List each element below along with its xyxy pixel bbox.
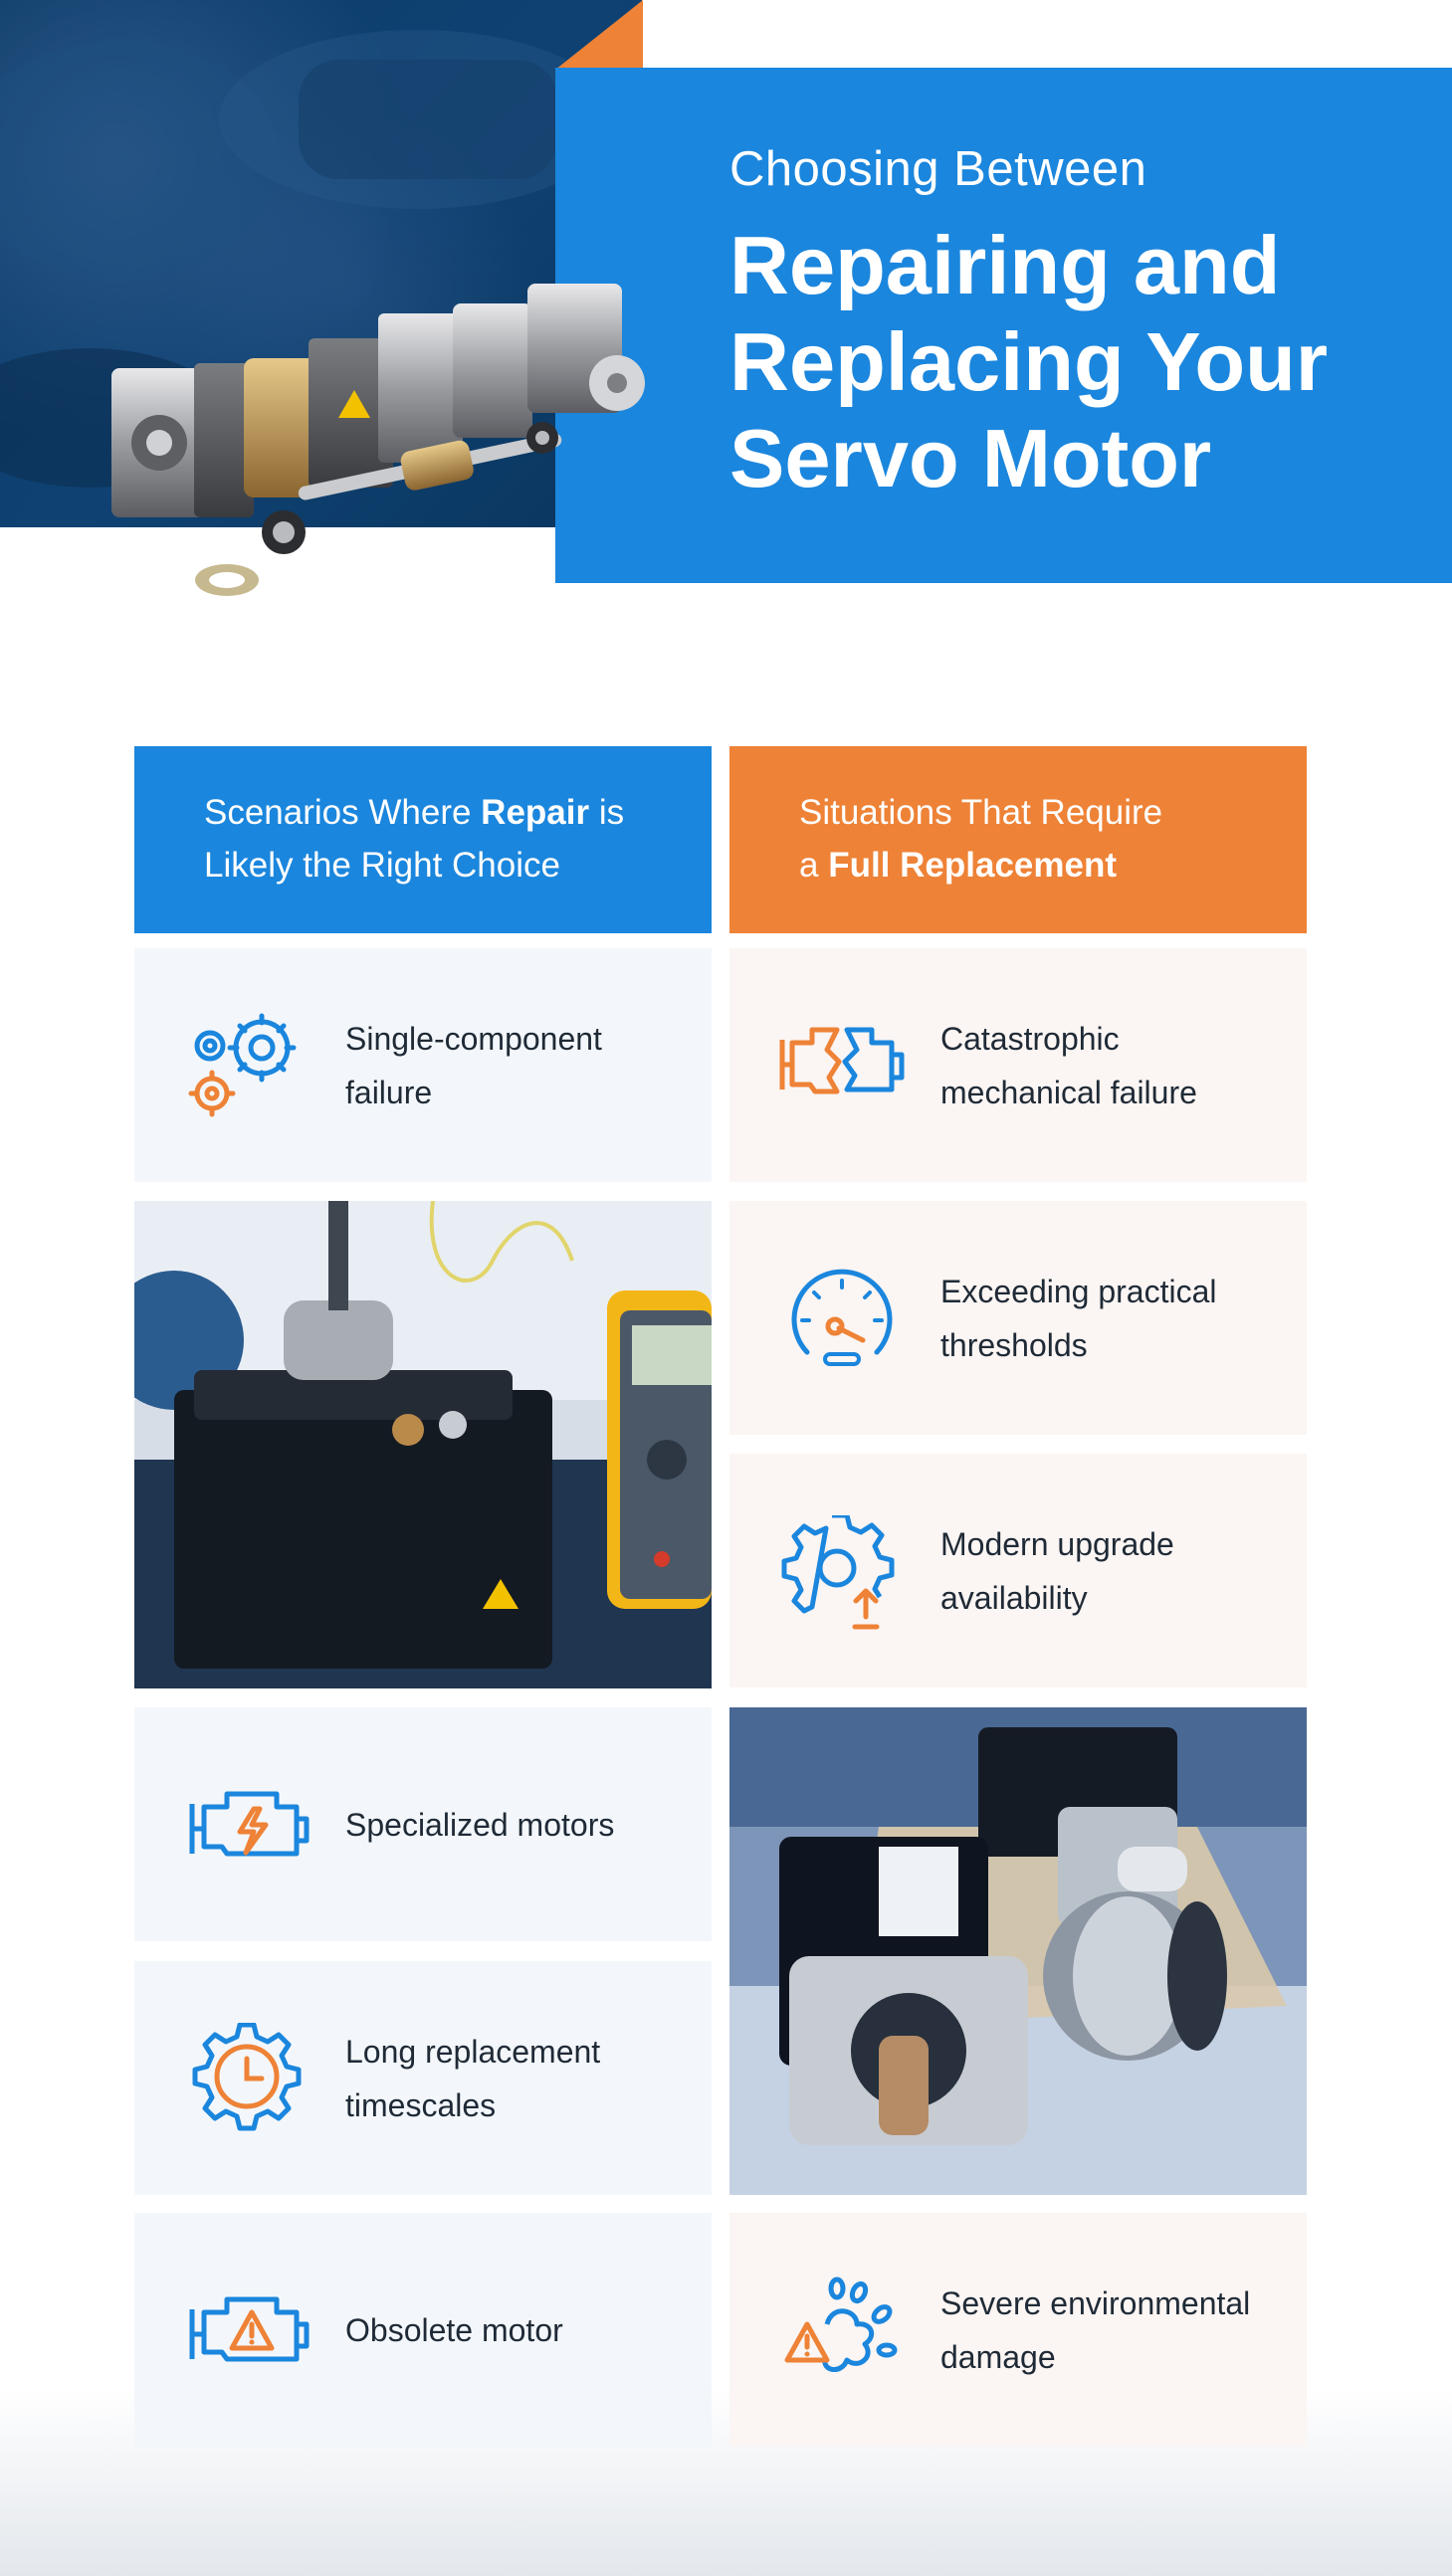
repair-heading-line1 <box>204 786 712 839</box>
replace-card-practical-thresholds <box>729 1201 1307 1435</box>
gear-clock-icon <box>182 2023 311 2137</box>
repair-heading-line2: Likely the Right Choice <box>204 846 560 885</box>
repair-column-heading <box>134 746 712 933</box>
replace-card-catastrophic-failure <box>729 948 1307 1182</box>
gears-icon <box>182 1010 311 1124</box>
broken-motor-icon <box>777 1010 907 1124</box>
replace-heading-line1: Situations That Require <box>799 793 1163 832</box>
card-label: Long replacement timescales <box>345 2033 601 2123</box>
card-label: Modern upgrade availability <box>940 1525 1174 1616</box>
gauge-icon <box>777 1263 907 1377</box>
splash-warning-icon <box>777 2275 907 2389</box>
heading-emphasis: Repair <box>481 793 590 832</box>
repair-card-long-timescales <box>134 1961 712 2195</box>
motor-lightning-icon <box>182 1769 311 1883</box>
heading-text: Scenarios Where <box>204 793 482 832</box>
replace-column-heading <box>729 746 1307 933</box>
replace-card-modern-upgrade <box>729 1454 1307 1687</box>
card-label: Severe environmental damage <box>940 2284 1251 2375</box>
card-label: Single-component failure <box>345 1020 602 1110</box>
repair-bench-photo <box>134 1201 712 1688</box>
card-label: Specialized motors <box>345 1806 615 1843</box>
title-line: Repairing and <box>729 219 1281 311</box>
page-title <box>729 217 1426 506</box>
repair-card-obsolete-motor <box>134 2213 712 2447</box>
heading-emphasis: Full Replacement <box>828 846 1117 885</box>
repair-card-single-component <box>134 948 712 1182</box>
gear-upgrade-icon <box>777 1515 907 1630</box>
repair-card-specialized-motors <box>134 1707 712 1941</box>
card-label: Catastrophic mechanical failure <box>940 1020 1197 1110</box>
servo-on-test-bench-image <box>134 1201 712 1688</box>
replacement-servos-photo <box>729 1707 1307 2195</box>
replace-heading-line2 <box>799 839 1307 892</box>
title-line: Replacing Your <box>729 315 1329 408</box>
heading-text: a <box>799 846 829 885</box>
title-prefix: Choosing Between <box>729 142 1147 196</box>
card-label: Obsolete motor <box>345 2311 563 2348</box>
title-line: Servo Motor <box>729 412 1212 504</box>
new-servo-motors-image <box>729 1707 1307 2195</box>
exploded-servo-motor-image <box>100 259 717 607</box>
motor-warning-icon <box>182 2275 311 2389</box>
heading-text: is <box>589 793 625 832</box>
replace-card-environmental-damage <box>729 2213 1307 2447</box>
card-label: Exceeding practical thresholds <box>940 1273 1217 1363</box>
